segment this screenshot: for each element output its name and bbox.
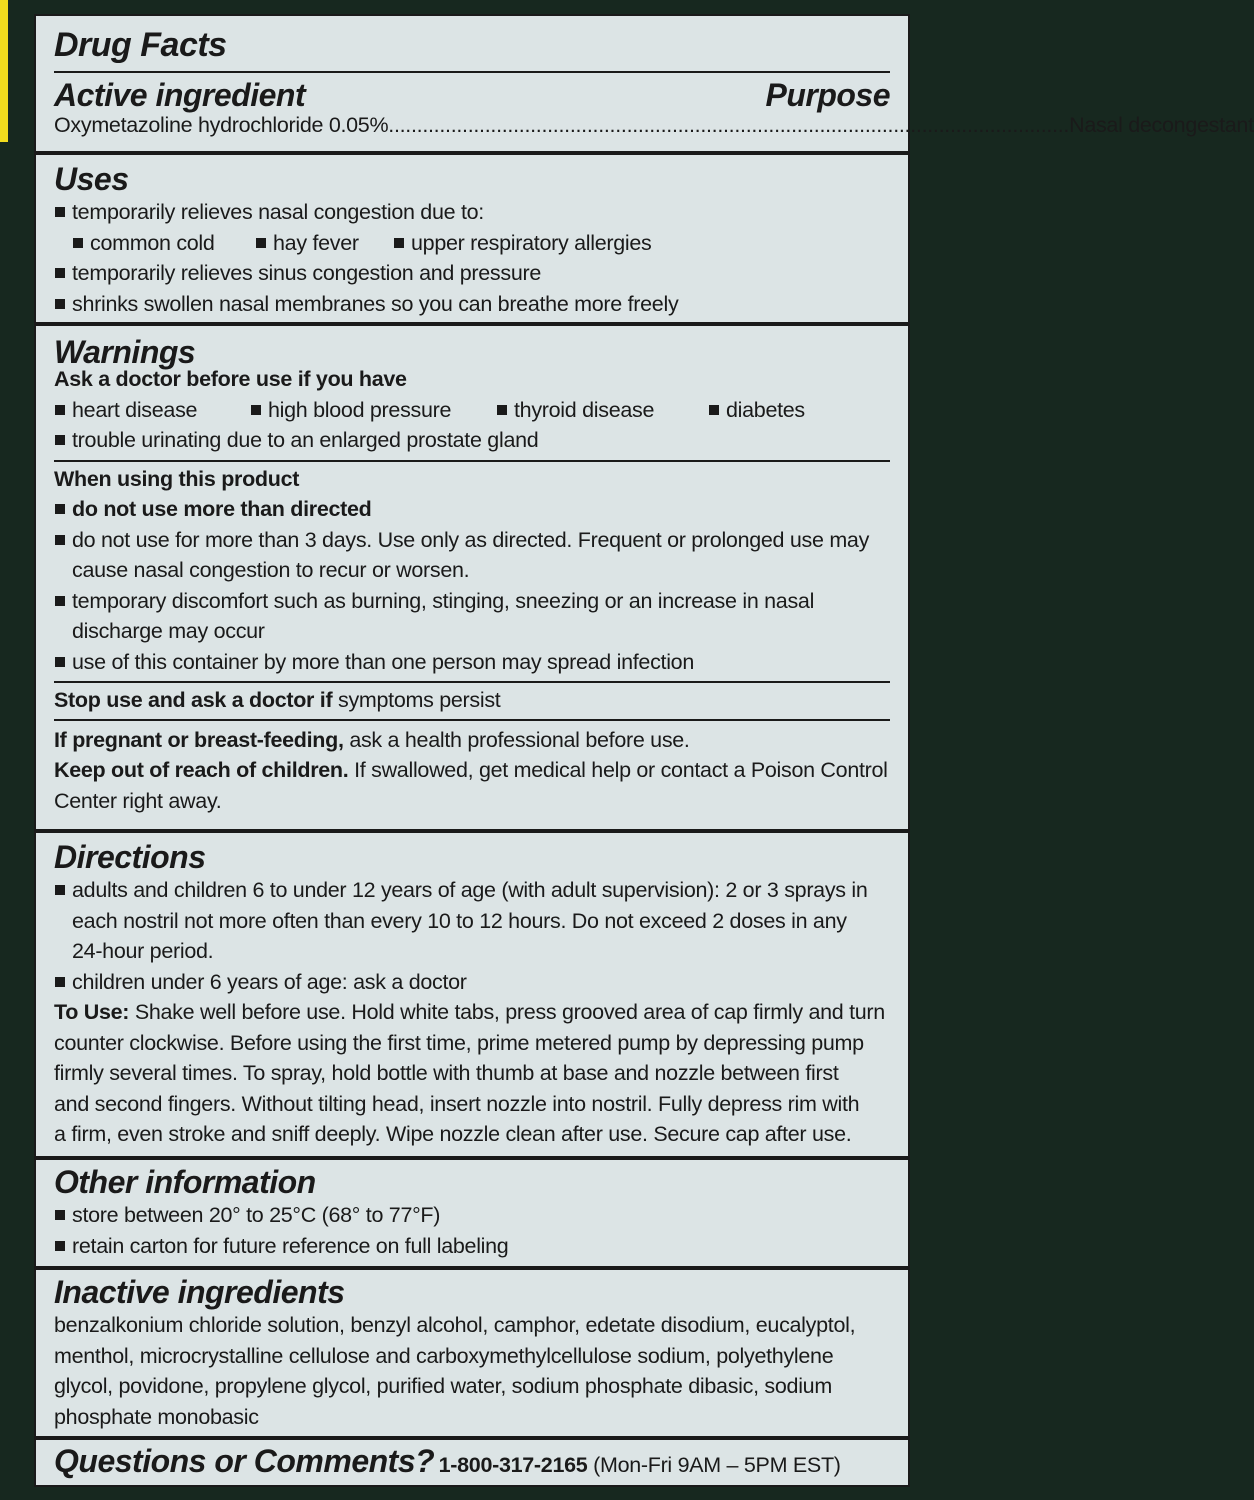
inactive-ingredients-line: menthol, microcrystalline cellulose and carboxymethylcellulose sodium, polyethylene: [54, 1343, 834, 1368]
directions-item: children under 6 years of age: ask a doctor: [54, 967, 890, 998]
uses-sub-item: hay fever: [255, 228, 393, 259]
condition-item: trouble urinating due to an enlarged prostate gland: [54, 425, 890, 456]
other-info-section: [36, 1156, 908, 1261]
uses-section: [36, 151, 908, 319]
uses-item: temporarily relieves sinus congestion and pressure: [54, 258, 890, 289]
active-ingredient-heading: Active ingredient: [54, 77, 306, 113]
when-using-item: use of this container by more than one person may spread infection: [54, 647, 890, 678]
questions-heading: Questions or Comments?: [54, 1443, 435, 1479]
pregnant-text: ask a health professional before use.: [343, 727, 690, 752]
ingredient-name: Oxymetazoline hydrochloride 0.05%: [54, 113, 389, 137]
condition-item: diabetes: [708, 395, 805, 426]
uses-item: temporarily relieves nasal congestion due to:: [54, 197, 890, 228]
to-use-text: Shake well before use. Hold white tabs, press grooved area of cap firmly and turn: [129, 1000, 885, 1024]
questions-section: [36, 1436, 908, 1481]
phone-hours: (Mon-Fri 9AM – 5PM EST): [587, 1453, 841, 1477]
to-use-line: counter clockwise. Before using the first time, prime metered pump by depressing pump: [54, 1030, 864, 1055]
inactive-ingredients-line: phosphate monobasic: [54, 1404, 259, 1429]
uses-sub-list: [54, 228, 890, 259]
inactive-ingredients-line: glycol, povidone, propylene glycol, purified water, sodium phosphate dibasic, sodium: [54, 1374, 832, 1398]
other-info-heading: Other information: [54, 1164, 316, 1200]
when-using-item-cont: cause nasal congestion to recur or worsen.: [72, 558, 470, 582]
ingredient-purpose: Nasal decongestant: [1069, 113, 1254, 137]
stop-use-text: symptoms persist: [332, 688, 501, 712]
to-use-bold: To Use:: [54, 1000, 130, 1024]
to-use-line: a firm, even stroke and sniff deeply. Wipe nozzle clean after use. Secure cap after use.: [54, 1122, 852, 1146]
pregnant-line: [54, 725, 890, 756]
keep-out-bold: Keep out of reach of children.: [54, 758, 349, 782]
directions-item-cont: each nostril not more often than every 10 to 12 hours. Do not exceed 2 doses in any: [72, 908, 847, 933]
condition-item: thyroid disease: [496, 395, 708, 426]
directions-item-cont: 24-hour period.: [72, 939, 214, 963]
uses-item: shrinks swollen nasal membranes so you can breathe more freely: [54, 289, 890, 320]
when-using-item: do not use more than directed: [54, 494, 890, 525]
pregnant-bold: If pregnant or breast-feeding,: [54, 727, 344, 752]
inactive-ingredients-section: [36, 1266, 908, 1432]
directions-item: adults and children 6 to under 12 years of age (with adult supervision): 2 or 3 sprays in: [54, 875, 890, 906]
leader-dots: ........................................................................................................................: [388, 113, 1070, 137]
uses-sub-item: upper respiratory allergies: [393, 228, 651, 259]
when-using-item: temporary discomfort such as burning, stinging, sneezing or an increase in nasal: [54, 586, 890, 617]
conditions-row: [54, 395, 890, 426]
when-using-item: do not use for more than 3 days. Use only as directed. Frequent or prolonged use may: [54, 525, 890, 556]
other-info-item: retain carton for future reference on full labeling: [54, 1231, 890, 1262]
drug-facts-title: Drug Facts: [54, 26, 227, 64]
to-use-line: [54, 997, 890, 1028]
directions-heading: Directions: [54, 839, 206, 875]
keep-out-line-cont: Center right away.: [54, 788, 222, 813]
inactive-ingredients-heading: Inactive ingredients: [54, 1274, 345, 1310]
stop-use-bold: Stop use and ask a doctor if: [54, 688, 333, 712]
to-use-line: firmly several times. To spray, hold bottle with thumb at base and nozzle between first: [54, 1061, 839, 1085]
inactive-ingredients-line: benzalkonium chloride solution, benzyl alcohol, camphor, edetate disodium, eucalyptol,: [54, 1313, 856, 1337]
purpose-heading: Purpose: [765, 77, 890, 113]
warnings-section: [36, 322, 908, 816]
yellow-edge-stripe: [0, 0, 8, 142]
phone-number: 1-800-317-2165: [438, 1453, 588, 1477]
drug-facts-panel: [34, 14, 1254, 1487]
when-using-item-cont: discharge may occur: [72, 619, 265, 643]
stop-use-line: [54, 685, 890, 716]
keep-out-line: [54, 755, 890, 786]
uses-heading: Uses: [54, 161, 129, 197]
condition-item: high blood pressure: [250, 395, 496, 426]
directions-section: [36, 829, 908, 1150]
drug-facts-header: [36, 26, 1254, 141]
other-info-item: store between 20° to 25°C (68° to 77°F): [54, 1200, 890, 1231]
to-use-line: and second fingers. Without tilting head, insert nozzle into nostril. Fully depress rim with: [54, 1091, 860, 1116]
condition-item: heart disease: [54, 395, 250, 426]
uses-sub-item: common cold: [72, 228, 255, 259]
warnings-heading: Warnings: [54, 334, 196, 370]
ask-doctor-heading: Ask a doctor before use if you have: [54, 367, 407, 391]
when-using-heading: When using this product: [54, 466, 300, 491]
active-ingredient-row: [54, 110, 1254, 141]
keep-out-text: If swallowed, get medical help or contact a Poison Control: [348, 758, 888, 782]
